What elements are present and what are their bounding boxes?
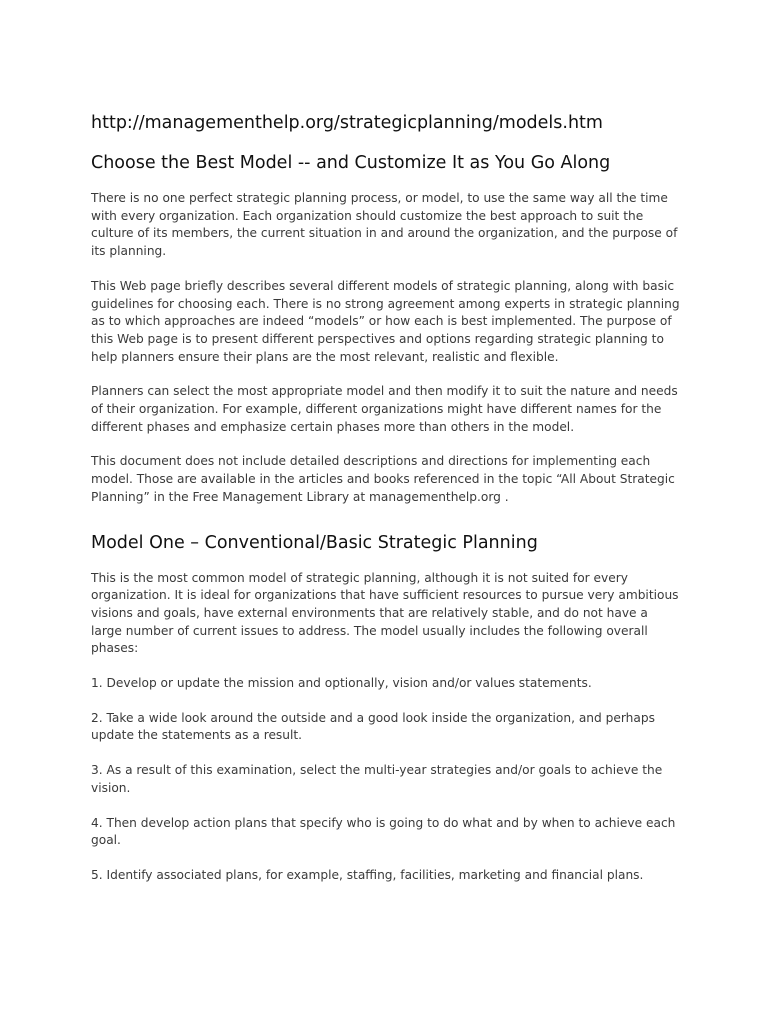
model-paragraph: This is the most common model of strategic planning, although it is not suited for every organization. It is ideal for organizations that have sufficient resources to pursue very ambitious visions and goals, have external environments that are relatively stable, and do not have a large number of current issues to address. The model usually includes the following overall phases:	[91, 570, 679, 656]
model-phase-item: 2. Take a wide look around the outside and a good look inside the organization, and perhaps update the statements as a result.	[91, 710, 655, 743]
model-phase-item: 1. Develop or update the mission and optionally, vision and/or values statements.	[91, 676, 592, 691]
model-phase-item: 4. Then develop action plans that specify who is going to do what and by when to achieve each goal.	[91, 815, 676, 848]
intro-paragraph: There is no one perfect strategic planning process, or model, to use the same way all the time with every organization. Each organization should customize the best approach to suit the culture of its members, the current situation in and around the organization, and the purpose of its planning.	[91, 191, 678, 259]
source-url: http://managementhelp.org/strategicplanning/models.htm	[91, 113, 603, 133]
model-phase-item: 5. Identify associated plans, for example, staffing, facilities, marketing and financial plans.	[91, 867, 644, 882]
section-heading-model-one: Model One – Conventional/Basic Strategic Planning	[91, 532, 538, 553]
section-heading-choose-model: Choose the Best Model -- and Customize It as You Go Along	[91, 153, 611, 173]
intro-paragraph: Planners can select the most appropriate model and then modify it to suit the nature and needs of their organization. For example, different organizations might have different names for the different phases and emphasize certain phases more than others in the model.	[91, 384, 678, 434]
document-page	[91, 110, 681, 902]
intro-paragraph: This Web page briefly describes several different models of strategic planning, along with basic guidelines for choosing each. There is no strong agreement among experts in strategic planning as to which approaches are indeed “models” or how each is best implemented. The purpose of this Web page is to present different perspectives and options regarding strategic planning to help planners ensure their plans are the most relevant, realistic and flexible.	[91, 278, 680, 364]
intro-paragraph: This document does not include detailed descriptions and directions for implementing each model. Those are available in the articles and books referenced in the topic “All About Strategic Planning” in the Free Management Library at managementhelp.org .	[91, 454, 675, 504]
model-phase-item: 3. As a result of this examination, select the multi-year strategies and/or goals to achieve the vision.	[91, 763, 663, 795]
